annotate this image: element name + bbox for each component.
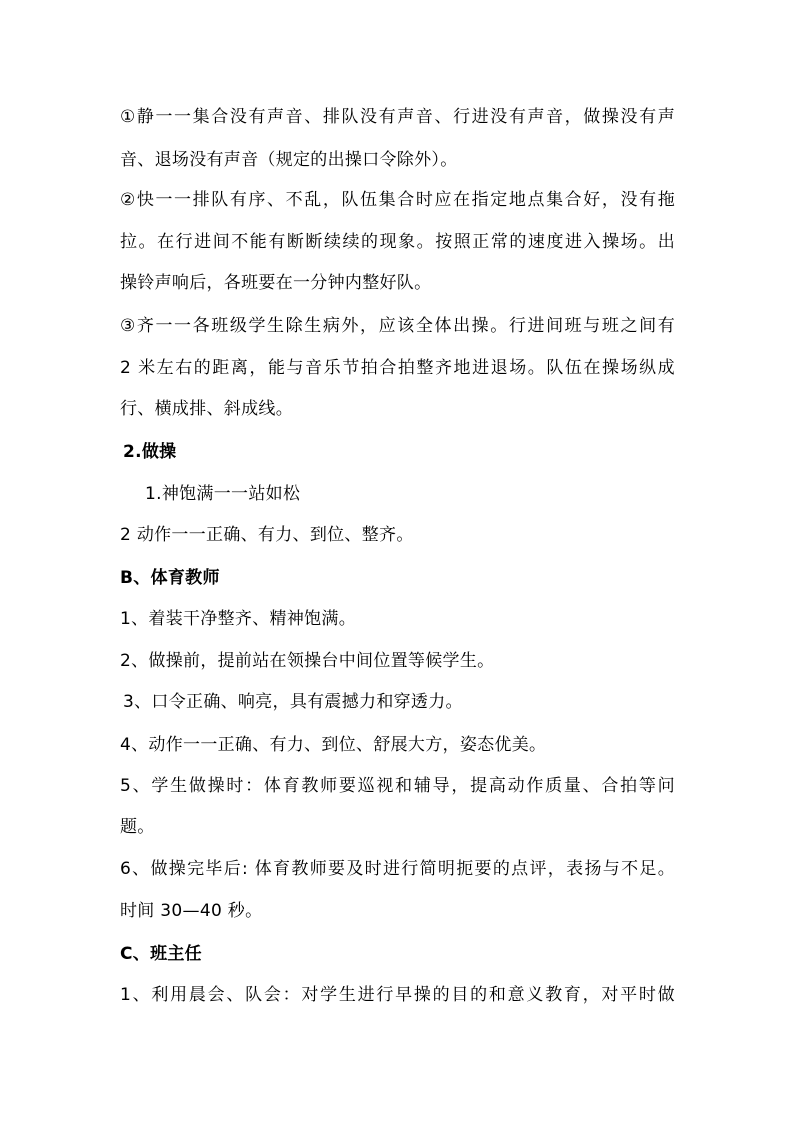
- pe-teacher-item-6-line-1: 6、做操完毕后: 体育教师要及时进行简明扼要的点评，表扬与不足。: [120, 859, 675, 879]
- paragraph-qi-line-3: 行、横成排、斜成线。: [120, 399, 293, 419]
- section-heading-class-teacher: C、班主任: [120, 944, 202, 964]
- paragraph-jing-line-1: ①静一一集合没有声音、排队没有声音、行进没有声音，做操没有声: [120, 107, 675, 127]
- section-heading-pe-teacher: B、体育教师: [120, 568, 220, 588]
- list-item-spirit: 1.神饱满一一站如松: [145, 484, 301, 504]
- list-item-movement: 2 动作一一正确、有力、到位、整齐。: [120, 525, 414, 545]
- class-teacher-item-1: 1、利用晨会、队会：对学生进行早操的目的和意义教育，对平时做: [120, 985, 675, 1005]
- paragraph-qi-line-2: 2 米左右的距离，能与音乐节拍合拍整齐地进退场。队伍在操场纵成: [120, 358, 675, 378]
- paragraph-kuai-line-3: 操铃声响后，各班要在一分钟内整好队。: [120, 273, 432, 293]
- paragraph-kuai-line-1: ②快一一排队有序、不乱，队伍集合时应在指定地点集合好，没有拖: [120, 190, 675, 210]
- pe-teacher-item-5-line-1: 5、学生做操时：体育教师要巡视和辅导，提高动作质量、合拍等问: [120, 776, 675, 796]
- pe-teacher-item-1: 1、着装干净整齐、精神饱满。: [120, 609, 357, 629]
- pe-teacher-item-4: 4、动作一一正确、有力、到位、舒展大方，姿态优美。: [120, 735, 547, 755]
- pe-teacher-item-3: 3、口令正确、响亮，具有震撼力和穿透力。: [123, 692, 463, 712]
- paragraph-jing-line-2: 音、退场没有声音（规定的出操口令除外）。: [120, 150, 458, 170]
- paragraph-kuai-line-2: 拉。在行进间不能有断断续续的现象。按照正常的速度进入操场。出: [120, 232, 675, 252]
- pe-teacher-item-6-line-2: 时间 30—40 秒。: [120, 901, 263, 921]
- pe-teacher-item-2: 2、做操前，提前站在领操台中间位置等候学生。: [120, 651, 495, 671]
- section-heading-zuocao: 2.做操: [123, 442, 177, 462]
- paragraph-qi-line-1: ③齐一一各班级学生除生病外，应该全体出操。行进间班与班之间有: [120, 316, 675, 336]
- pe-teacher-item-5-line-2: 题。: [120, 817, 155, 837]
